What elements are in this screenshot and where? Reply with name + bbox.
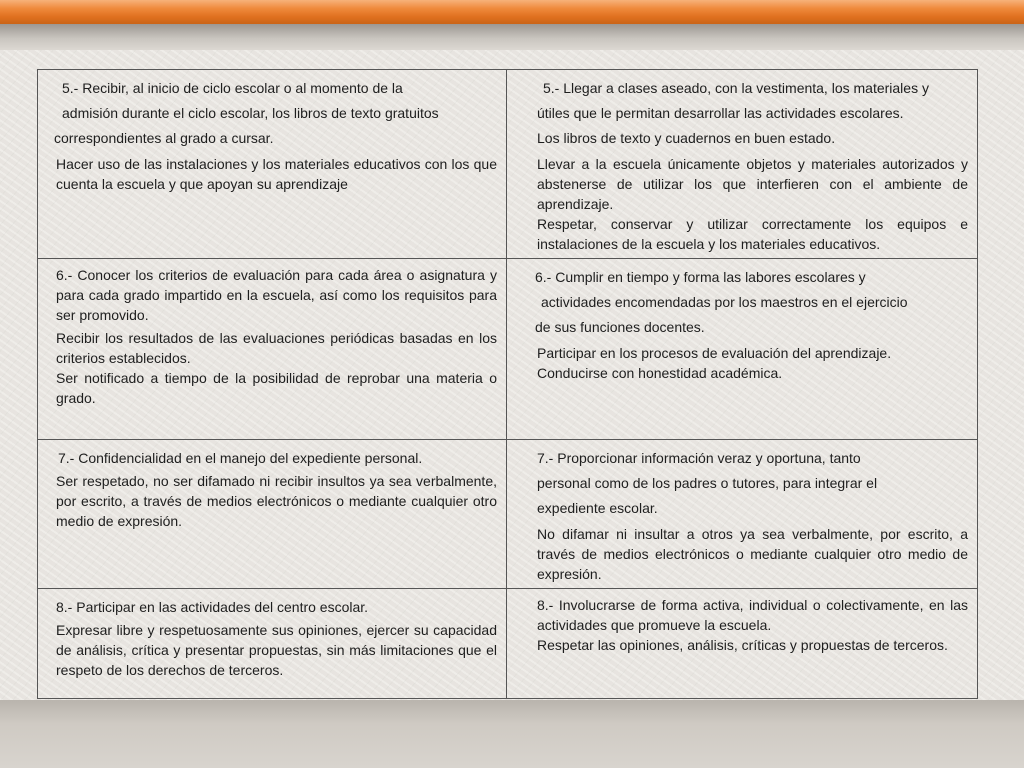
cell-paragraph: 5.- Recibir, al inicio de ciclo escolar o al momento de la	[62, 80, 403, 96]
cell-paragraph: personal como de los padres o tutores, para integrar el	[537, 475, 878, 491]
left-cell	[38, 440, 507, 589]
cell-paragraph: Ser respetado, no ser difamado ni recibir insultos ya sea verbalmente, por escrito, a través de medios electrónicos o mediante cualquier otro medio de expresión.	[56, 473, 497, 529]
cell-paragraph: No difamar ni insultar a otros ya sea verbalmente, por escrito, a través de medios electrónicos o mediante cualquier otro medio de expresión.	[537, 526, 968, 582]
cell-paragraph: 5.- Llegar a clases aseado, con la vestimenta, los materiales y	[543, 80, 929, 96]
cell-paragraph: Ser notificado a tiempo de la posibilidad de reprobar una materia o grado.	[56, 370, 497, 406]
cell-paragraph: Conducirse con honestidad académica.	[537, 365, 783, 381]
cell-paragraph: admisión durante el ciclo escolar, los libros de texto gratuitos	[62, 105, 439, 121]
cell-paragraph: correspondientes al grado a cursar.	[54, 130, 274, 146]
cell-paragraph: 6.- Conocer los criterios de evaluación para cada área o asignatura y para cada grado impartido en la escuela, así como los requisitos para ser promovido.	[56, 267, 497, 323]
cell-paragraph: Hacer uso de las instalaciones y los materiales educativos con los que cuenta la escuela y que apoyan su aprendizaje	[56, 156, 497, 192]
right-cell	[507, 440, 978, 589]
cell-paragraph: Llevar a la escuela únicamente objetos y materiales autorizados y abstenerse de utilizar los que interfieren con el ambiente de aprendizaje.	[537, 156, 968, 212]
cell-paragraph: 7.- Confidencialidad en el manejo del expediente personal.	[58, 450, 423, 466]
cell-paragraph: Recibir los resultados de las evaluaciones periódicas basadas en los criterios establecidos.	[56, 330, 497, 366]
right-cell	[507, 259, 978, 440]
cell-paragraph: 6.- Cumplir en tiempo y forma las labores escolares y	[535, 269, 866, 285]
cell-paragraph: 8.- Involucrarse de forma activa, individual o colectivamente, en las actividades que promueve la escuela.	[537, 597, 968, 633]
cell-paragraph: Los libros de texto y cuadernos en buen estado.	[537, 130, 836, 146]
rights-obligations-table	[37, 69, 978, 699]
cell-paragraph: Respetar, conservar y utilizar correctamente los equipos e instalaciones de la escuela y los materiales educativos.	[537, 216, 968, 252]
cell-paragraph: 7.- Proporcionar información veraz y oportuna, tanto	[537, 450, 861, 466]
cell-paragraph: Respetar las opiniones, análisis, críticas y propuestas de terceros.	[537, 637, 948, 653]
cell-paragraph: expediente escolar.	[537, 500, 658, 516]
cell-paragraph: Participar en los procesos de evaluación del aprendizaje.	[537, 345, 892, 361]
cell-paragraph: útiles que le permitan desarrollar las actividades escolares.	[537, 105, 904, 121]
cell-paragraph: Expresar libre y respetuosamente sus opiniones, ejercer su capacidad de análisis, crítica y presentar propuestas, sin más limitaciones que el respeto de los derechos de terceros.	[56, 622, 497, 678]
cell-paragraph: de sus funciones docentes.	[535, 319, 705, 335]
table-row	[38, 259, 978, 440]
left-cell	[38, 589, 507, 699]
bottom-band	[0, 700, 1024, 768]
top-accent-bar	[0, 0, 1024, 24]
table-row	[38, 589, 978, 699]
cell-paragraph: 8.- Participar en las actividades del centro escolar.	[56, 599, 369, 615]
right-cell	[507, 70, 978, 259]
table-row	[38, 440, 978, 589]
table-row	[38, 70, 978, 259]
top-shadow-band	[0, 24, 1024, 50]
right-cell	[507, 589, 978, 699]
cell-paragraph: actividades encomendadas por los maestros en el ejercicio	[541, 294, 908, 310]
left-cell	[38, 70, 507, 259]
left-cell	[38, 259, 507, 440]
